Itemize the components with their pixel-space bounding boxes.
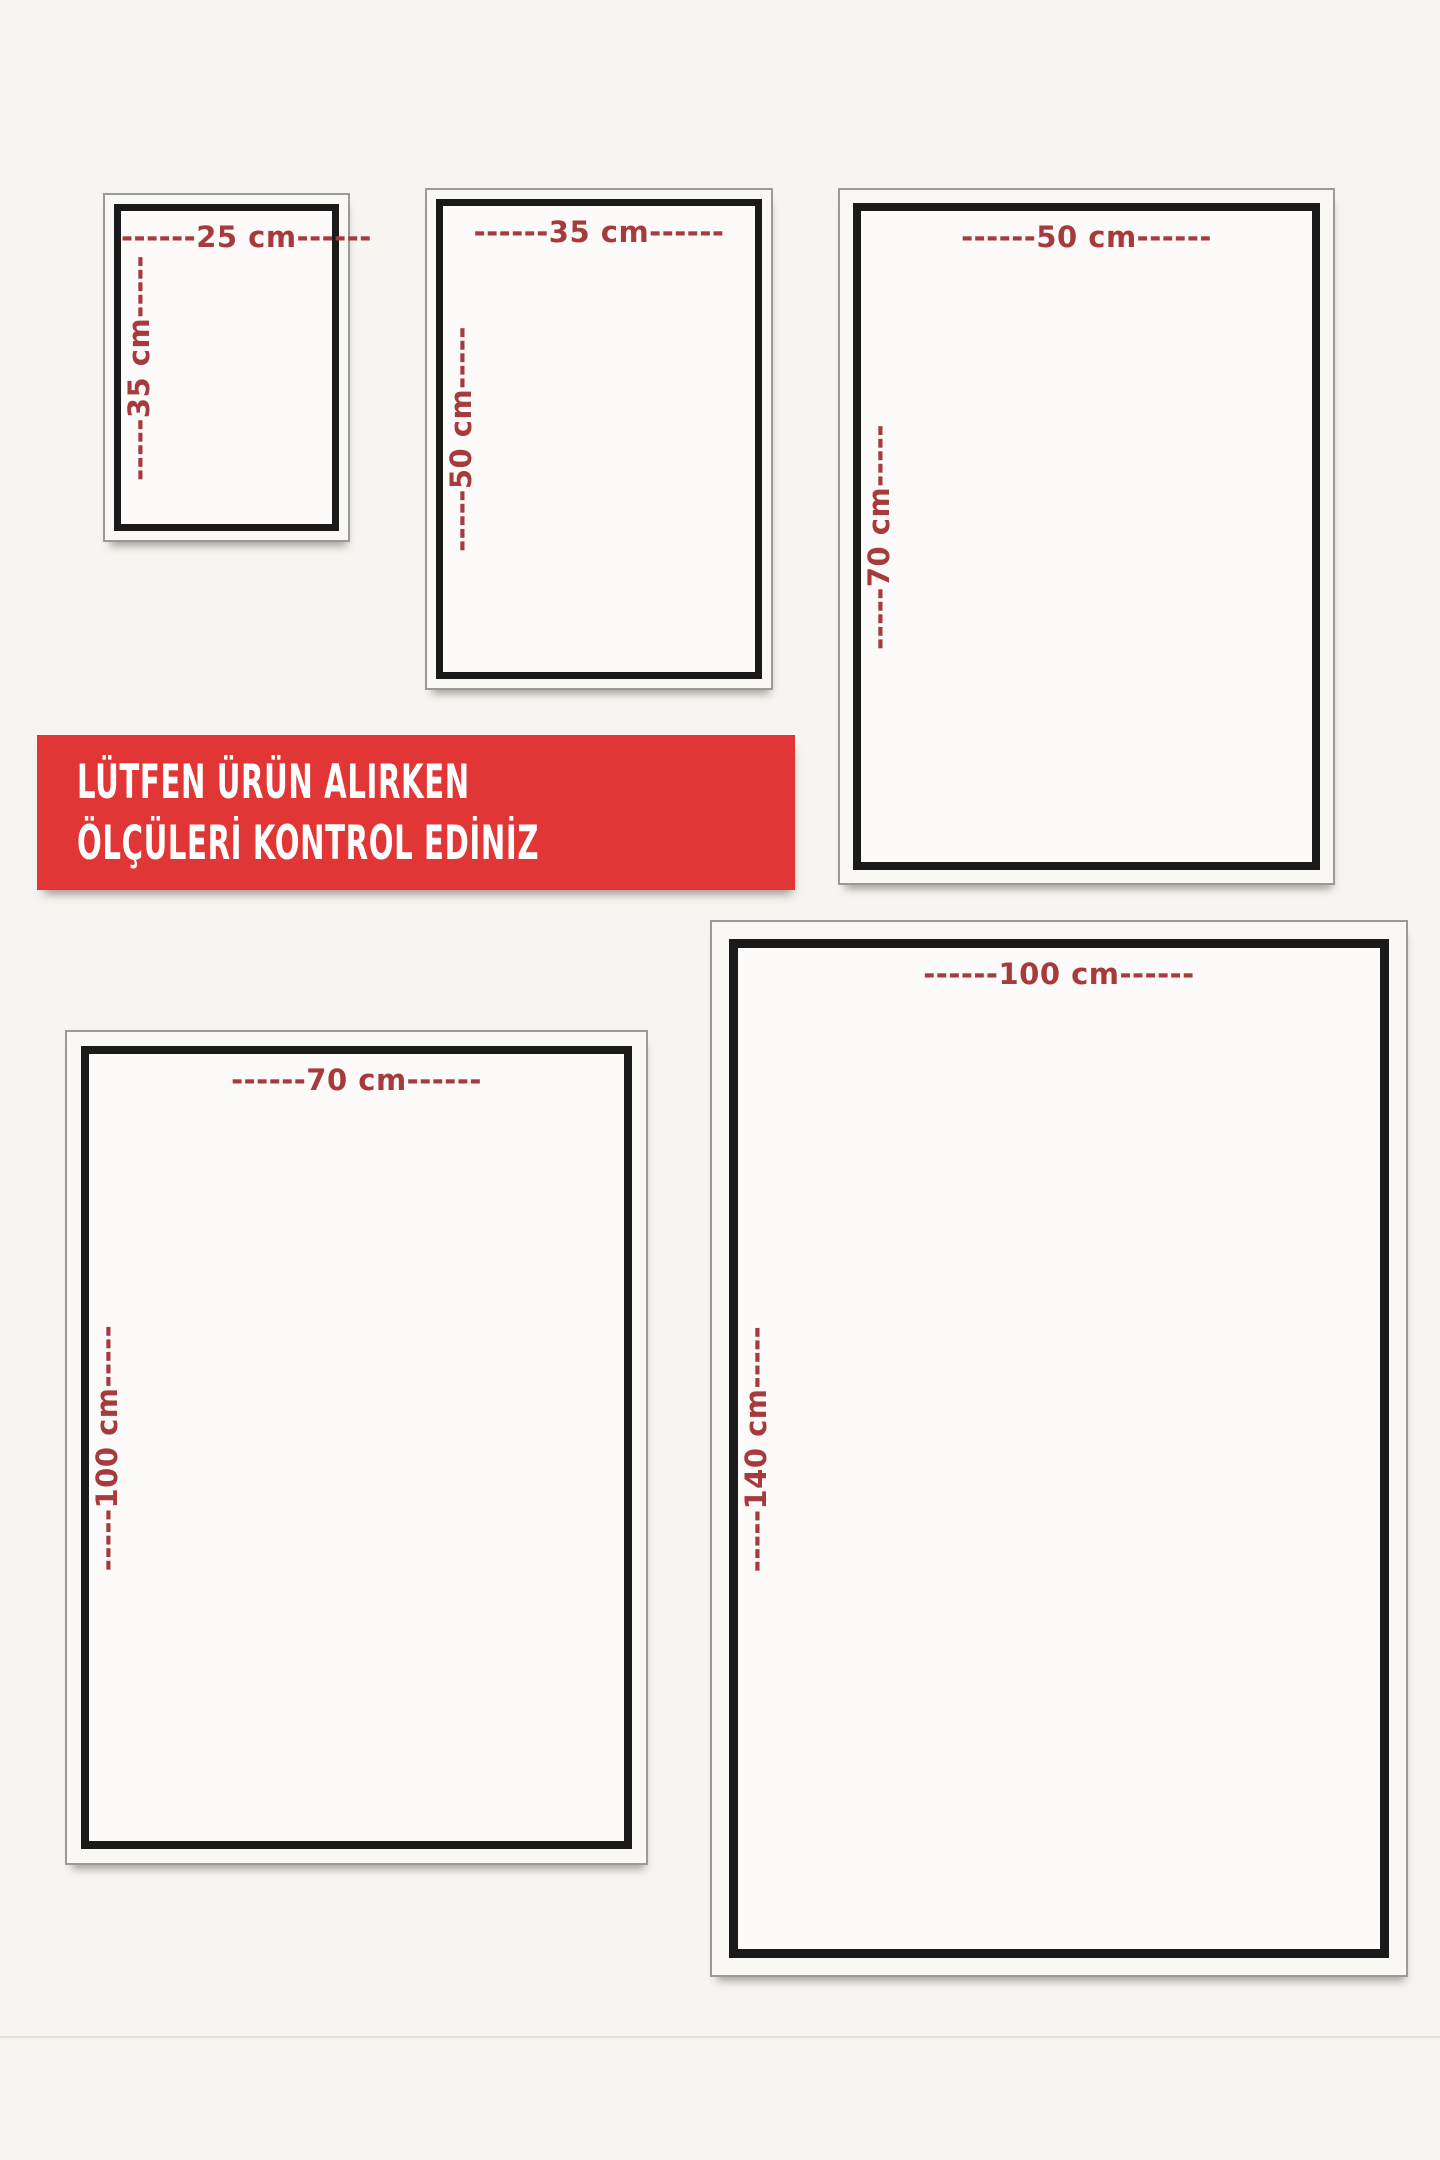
width-label-100cm: ------100 cm------ (923, 957, 1195, 991)
height-label-35cm: -----35 cm----- (122, 254, 157, 481)
canvas-bottom-edge (0, 2036, 1440, 2038)
height-label-140cm: -----140 cm----- (739, 1325, 773, 1572)
size-box-70x100-frame (81, 1046, 632, 1849)
height-label-100cm: -----100 cm----- (90, 1324, 124, 1571)
size-box-50x70 (838, 188, 1335, 885)
warning-line-1: LÜTFEN ÜRÜN ALIRKEN (77, 754, 470, 810)
warning-banner (37, 735, 795, 890)
size-box-35x50 (425, 188, 773, 690)
height-label-70cm: -----70 cm----- (862, 423, 897, 650)
width-label-35cm: ------35 cm------ (473, 215, 725, 249)
size-box-100x140-frame (729, 939, 1389, 1958)
size-box-25x35 (103, 193, 372, 542)
height-label-50cm: -----50 cm----- (444, 326, 479, 552)
size-box-25x35-frame (114, 204, 372, 531)
width-label-50cm: ------50 cm------ (961, 220, 1212, 254)
size-box-100x140 (710, 920, 1408, 1977)
warning-line-2: ÖLÇÜLERİ KONTROL EDİNİZ (77, 815, 540, 871)
size-box-70x100 (65, 1030, 648, 1865)
size-box-35x50-frame (436, 199, 762, 679)
width-label-70cm: ------70 cm------ (231, 1063, 482, 1097)
size-box-50x70-frame (853, 203, 1320, 870)
width-label-25cm: ------25 cm------ (121, 220, 372, 254)
